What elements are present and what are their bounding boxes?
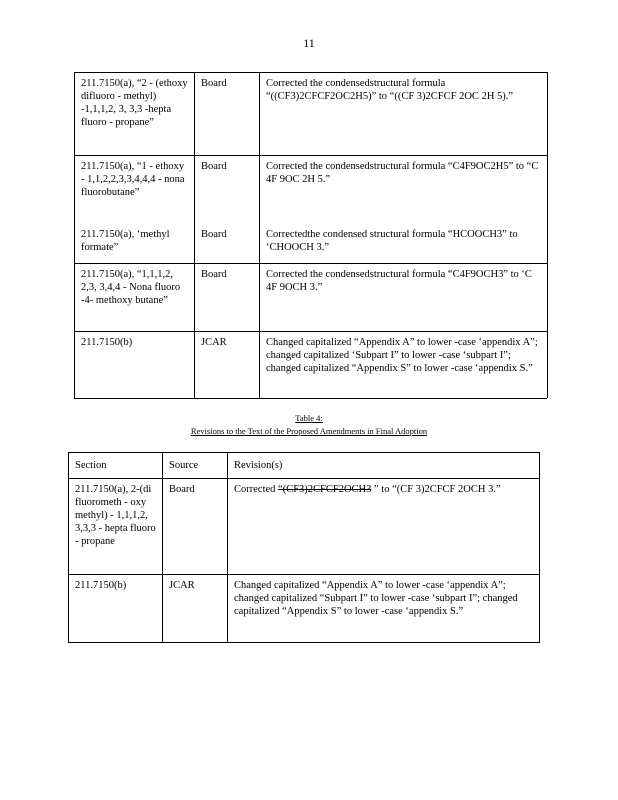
section-cell: 211.7150(b) <box>75 332 195 398</box>
table-row <box>75 224 548 264</box>
table-row <box>69 479 540 575</box>
header-source: Source <box>163 453 228 479</box>
revision-cell: Corrected the condensedstructural formula “C4F9OC2H5” to “C 4F 9OC 2H 5.” <box>260 156 548 224</box>
section-cell: 211.7150(a), 2-(di fluorometh - oxy methyl) - 1,1,1,2, 3,3,3 - hepta fluoro - propane <box>69 479 163 575</box>
section-cell: 211.7150(a), “1 - ethoxy - 1,1,2,2,3,3,4,4,4 - nona fluorobutane” <box>75 156 195 224</box>
table-bottom-rule <box>74 398 547 399</box>
revision-cell: Corrected the condensedstructural formula “((CF3)2CFCF2OC2H5)” to “((CF 3)2CFCF 2OC 2H 5).” <box>260 73 548 156</box>
struck-formula: “(CF3)2CFCF2OCH3 <box>278 484 372 495</box>
source-cell: Board <box>195 264 260 332</box>
revision-prefix: Corrected <box>234 484 279 495</box>
source-cell: Board <box>195 156 260 224</box>
header-revision: Revision(s) <box>228 453 540 479</box>
revision-cell <box>228 479 540 575</box>
revision-cell: Corrected the condensedstructural formula “C4F9OCH3” to ‘C 4F 9OCH 3.” <box>260 264 548 332</box>
revision-suffix: ” to “(CF 3)2CFCF 2OCH 3.” <box>371 484 501 495</box>
section-cell: 211.7150(a), “2 - (ethoxy difluoro - methyl) -1,1,1,2, 3, 3,3 -hepta fluoro - propane” <box>75 73 195 156</box>
table-caption-title: Revisions to the Text of the Proposed Amendments in Final Adoption <box>190 426 428 436</box>
table-header-row <box>69 453 540 479</box>
source-cell: JCAR <box>195 332 260 398</box>
table-row <box>69 575 540 643</box>
section-cell: 211.7150(b) <box>69 575 163 643</box>
source-cell: Board <box>163 479 228 575</box>
table-row <box>75 264 548 332</box>
table-row <box>75 73 548 156</box>
continued-revisions-table <box>74 72 548 398</box>
revision-cell: Changed capitalized “Appendix A” to lower -case ‘appendix A”; changed capitalized “Subpart I” to lower -case ‘subpart I”; changed capitalized “Appendix S” to lower -case ‘appendix S.” <box>228 575 540 643</box>
page-number: 11 <box>303 36 315 50</box>
section-cell: 211.7150(a), “1,1,1,2, 2,3, 3,4,4 - Nona fluoro -4- methoxy butane” <box>75 264 195 332</box>
table-row <box>75 332 548 398</box>
revision-cell: Changed capitalized “Appendix A” to lower -case ‘appendix A”; changed capitalized ‘Subpart I” to lower -case ‘subpart I”; changed capitalized “Appendix S” to lower -case ‘appendix S.” <box>260 332 548 398</box>
header-section: Section <box>69 453 163 479</box>
revision-cell: Correctedthe condensed structural formula “HCOOCH3” to ‘CHOOCH 3.” <box>260 224 548 264</box>
table-caption-number: Table 4: <box>295 413 323 423</box>
source-cell: Board <box>195 73 260 156</box>
section-cell: 211.7150(a), ‘methyl formate” <box>75 224 195 264</box>
table-4-revisions <box>68 452 540 643</box>
table-row <box>75 156 548 224</box>
source-cell: JCAR <box>163 575 228 643</box>
source-cell: Board <box>195 224 260 264</box>
